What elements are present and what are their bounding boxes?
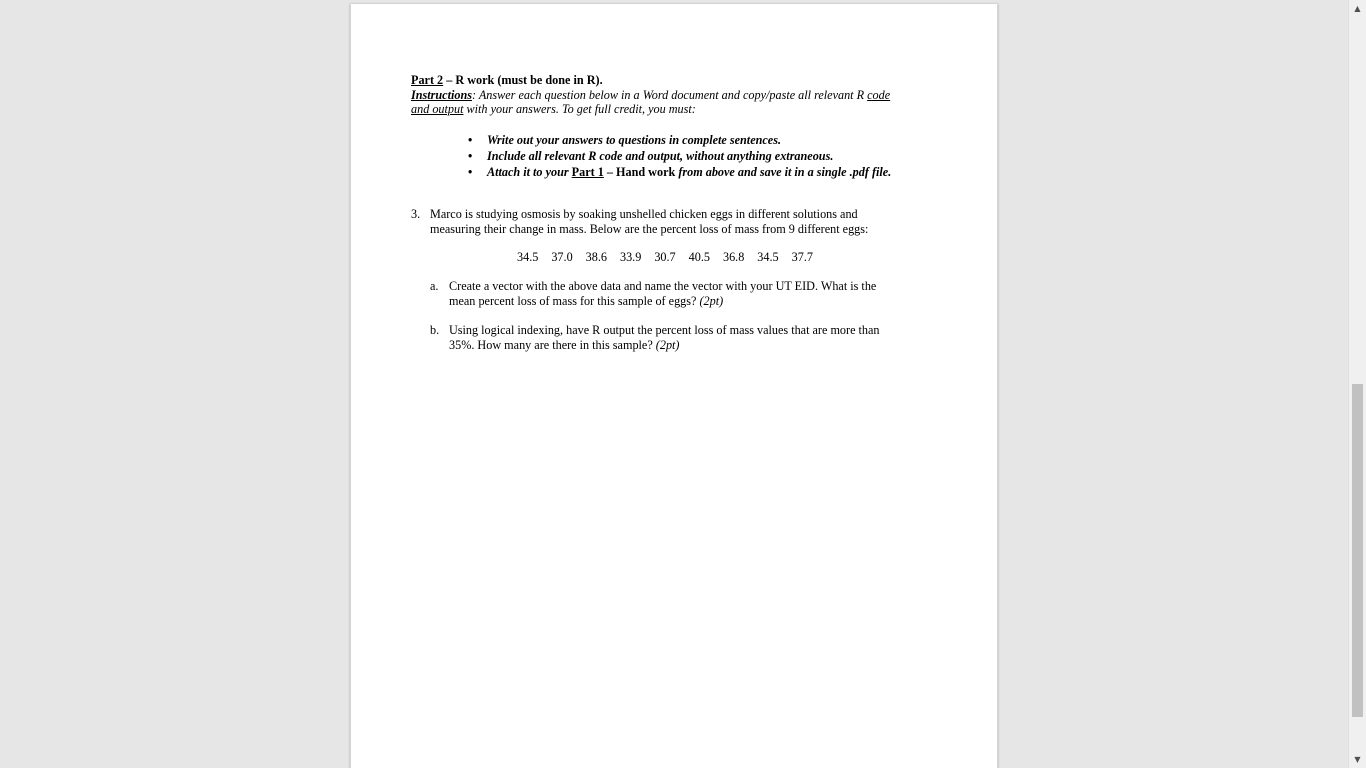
requirement-text: Include all relevant R code and output, without anything extraneous. (487, 148, 834, 163)
question-3a (411, 279, 921, 309)
subquestion-a-text: mean percent loss of mass for this sample of eggs? (449, 293, 700, 308)
vertical-scrollbar[interactable] (1348, 0, 1366, 768)
instructions-text-1: : Answer each question below in a Word document and copy/paste all relevant R (471, 87, 868, 102)
page-content (411, 73, 921, 353)
requirement-item (411, 132, 921, 148)
data-value: 36.8 (722, 249, 745, 264)
subquestion-b-line-2 (449, 338, 921, 353)
scrollbar-thumb[interactable] (1352, 384, 1363, 717)
requirement-part1: Part 1 (571, 164, 604, 179)
data-value: 37.7 (791, 249, 813, 264)
instructions-line-1 (411, 88, 921, 103)
requirement-text-mid: – Hand work (603, 164, 679, 179)
requirement-item (411, 148, 921, 164)
question-text-line-2: measuring their change in mass. Below are the percent loss of mass from 9 different eggs: (430, 221, 869, 236)
part2-heading (411, 73, 921, 88)
subquestion-letter: b. (430, 322, 440, 337)
data-value: 37.0 (551, 249, 573, 264)
part2-label: Part 2 (411, 73, 444, 87)
requirement-text: Write out your answers to questions in complete sentences. (487, 132, 781, 147)
bullet-icon: • (468, 164, 473, 179)
instructions-line-2 (411, 102, 921, 117)
part2-heading-rest: – R work (must be done in R). (443, 73, 603, 87)
scroll-up-arrow-icon[interactable]: ▲ (1354, 4, 1361, 13)
instructions-code: code (867, 87, 891, 102)
question-3b (411, 323, 921, 353)
requirements-list (411, 132, 921, 180)
egg-data-values (517, 250, 921, 265)
requirement-text-pre: Attach it to your (487, 164, 572, 179)
subquestion-a-line-2 (449, 294, 921, 309)
subquestion-b-text: 35%. How many are there in this sample? (449, 337, 656, 352)
subquestion-b-line-1: Using logical indexing, have R output the percent loss of mass values that are more than (449, 322, 880, 337)
subquestion-a-line-1: Create a vector with the above data and name the vector with your UT EID. What is the (449, 278, 877, 293)
data-value: 34.5 (757, 249, 779, 264)
subquestion-a-points: (2pt) (699, 293, 724, 308)
bullet-icon: • (468, 132, 473, 147)
instructions-label: Instructions (411, 87, 472, 102)
data-value: 40.5 (688, 249, 710, 264)
instructions-text-2: with your answers. To get full credit, you must: (463, 102, 696, 117)
scroll-down-arrow-icon[interactable]: ▼ (1354, 755, 1361, 764)
data-value: 33.9 (619, 249, 642, 264)
data-value: 34.5 (517, 249, 539, 264)
question-3 (411, 207, 921, 265)
document-page (350, 4, 998, 768)
bullet-icon: • (468, 148, 473, 163)
instructions-and-output: and output (411, 102, 464, 117)
question-text-line-1: Marco is studying osmosis by soaking unshelled chicken eggs in different solutions and (430, 206, 858, 221)
question-number: 3. (411, 206, 421, 221)
data-value: 38.6 (585, 249, 607, 264)
subquestion-letter: a. (430, 278, 439, 293)
requirement-text-post: from above and save it in a single .pdf file. (678, 164, 892, 179)
data-value: 30.7 (654, 249, 676, 264)
requirement-item (411, 164, 921, 180)
subquestion-b-points: (2pt) (655, 337, 680, 352)
